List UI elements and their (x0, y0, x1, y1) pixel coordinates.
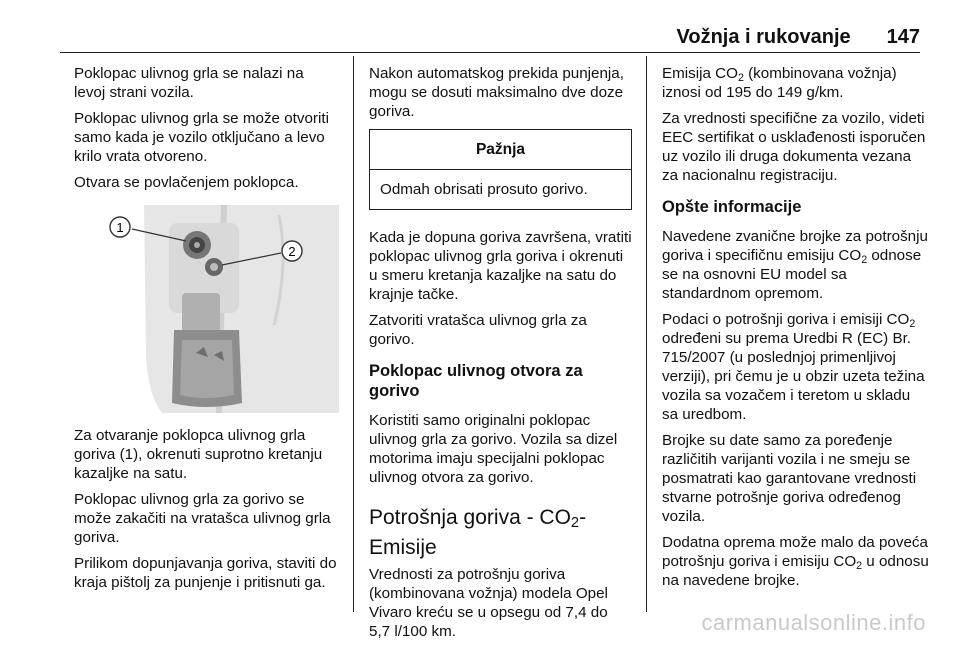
paragraph: Nakon automatskog prekida punjenja, mogu se dosuti maksimalno dve doze goriva. (369, 65, 624, 120)
paragraph: Brojke su date samo za poređenje različitih varijanti vozila i ne smeju se posmatrati kao garantovane vrednosti stvarne potrošnje goriva određenog vozila. (662, 432, 917, 525)
section-heading: Opšte informacije (662, 198, 802, 216)
paragraph: Dodatna oprema može malo da poveća potrošnju goriva i emisiju $CO_2$ u odnosu na navedene brojke. (662, 534, 929, 589)
paragraph: Vrednosti za potrošnju goriva (kombinovana vožnja) modela Opel Vivaro kreću se u opsegu od 7,4 do 5,7 l/100 km. (369, 566, 608, 640)
paragraph: Koristiti samo originalni poklopac ulivnog grla za gorivo. Vozila sa dizel motorima imaju specijalni poklopac ulivnog otvora za gorivo. (369, 412, 618, 486)
section-heading-large: Potrošnja goriva - $CO_2-$ Emisije (369, 506, 587, 559)
callout-1-label: 1 (116, 220, 124, 235)
paragraph: Prilikom dopunjavanja goriva, staviti do kraja pištolj za punjenje i pritisnuti ga. (74, 555, 337, 591)
paragraph: Za otvaranje poklopca ulivnog grla goriva (1), okrenuti suprotno kretanju kazaljke na satu. (74, 427, 323, 482)
paragraph: Podaci o potrošnji goriva i emisiji $CO_2$ određeni su prema Uredbi R (EC) Br. 715/2007 (u poslednjoj primenljivoj verziji), pri čemu je u obzir uzeta težina vozila sa vozačem i teretom u skladu sa uredbom. (662, 311, 925, 423)
paragraph: Zatvoriti vratašca ulivnog grla za gorivo. (369, 312, 587, 348)
paragraph: Navedene zvanične brojke za potrošnju goriva i specifičnu emisiju $CO_2$ odnose se na osnovni EU model sa standardnom opremom. (662, 228, 928, 302)
notice-box (369, 129, 632, 210)
fuel-door-drawing (74, 205, 339, 413)
paragraph: Poklopac ulivnog grla se može otvoriti samo kada je vozilo otključano a levo krilo vrata otvoreno. (74, 110, 329, 165)
page-header (60, 26, 920, 49)
watermark: carmanualsonline.info (701, 610, 926, 635)
paragraph: Poklopac ulivnog grla se nalazi na levoj strani vozila. (74, 65, 304, 101)
paragraph: Kada je dopuna goriva završena, vratiti poklopac ulivnog grla goriva i okrenuti u smeru kretanja kazaljke na satu do krajnje tačke. (369, 229, 632, 303)
column-divider-2 (646, 56, 647, 612)
callout-2-label: 2 (288, 244, 296, 259)
paragraph: Poklopac ulivnog grla za gorivo se može zakačiti na vratašca ulivnog grla goriva. (74, 491, 331, 546)
fuel-filler-illustration (74, 205, 339, 413)
column-divider-1 (353, 56, 354, 612)
paragraph: Emisija $CO_2$ (kombinovana vožnja) iznosi od 195 do 149 g/km. (662, 65, 897, 101)
paragraph: Otvara se povlačenjem poklopca. (74, 174, 299, 191)
column-2 (369, 64, 632, 648)
column-3 (662, 64, 930, 597)
paragraph: Za vrednosti specifične za vozilo, videti EEC sertifikat o usklađenosti isporučen uz vozilo ili druga dokumenta vezana za nacionalnu registraciju. (662, 110, 926, 184)
notice-text: Odmah obrisati prosuto gorivo. (380, 181, 588, 198)
header-rule (60, 52, 920, 53)
section-title: Vožnja i rukovanje (676, 26, 851, 48)
column-1 (74, 64, 339, 599)
notice-title: Pažnja (370, 130, 631, 170)
section-heading: Poklopac ulivnog otvora za gorivo (369, 362, 583, 400)
page-number: 147 (886, 26, 920, 48)
